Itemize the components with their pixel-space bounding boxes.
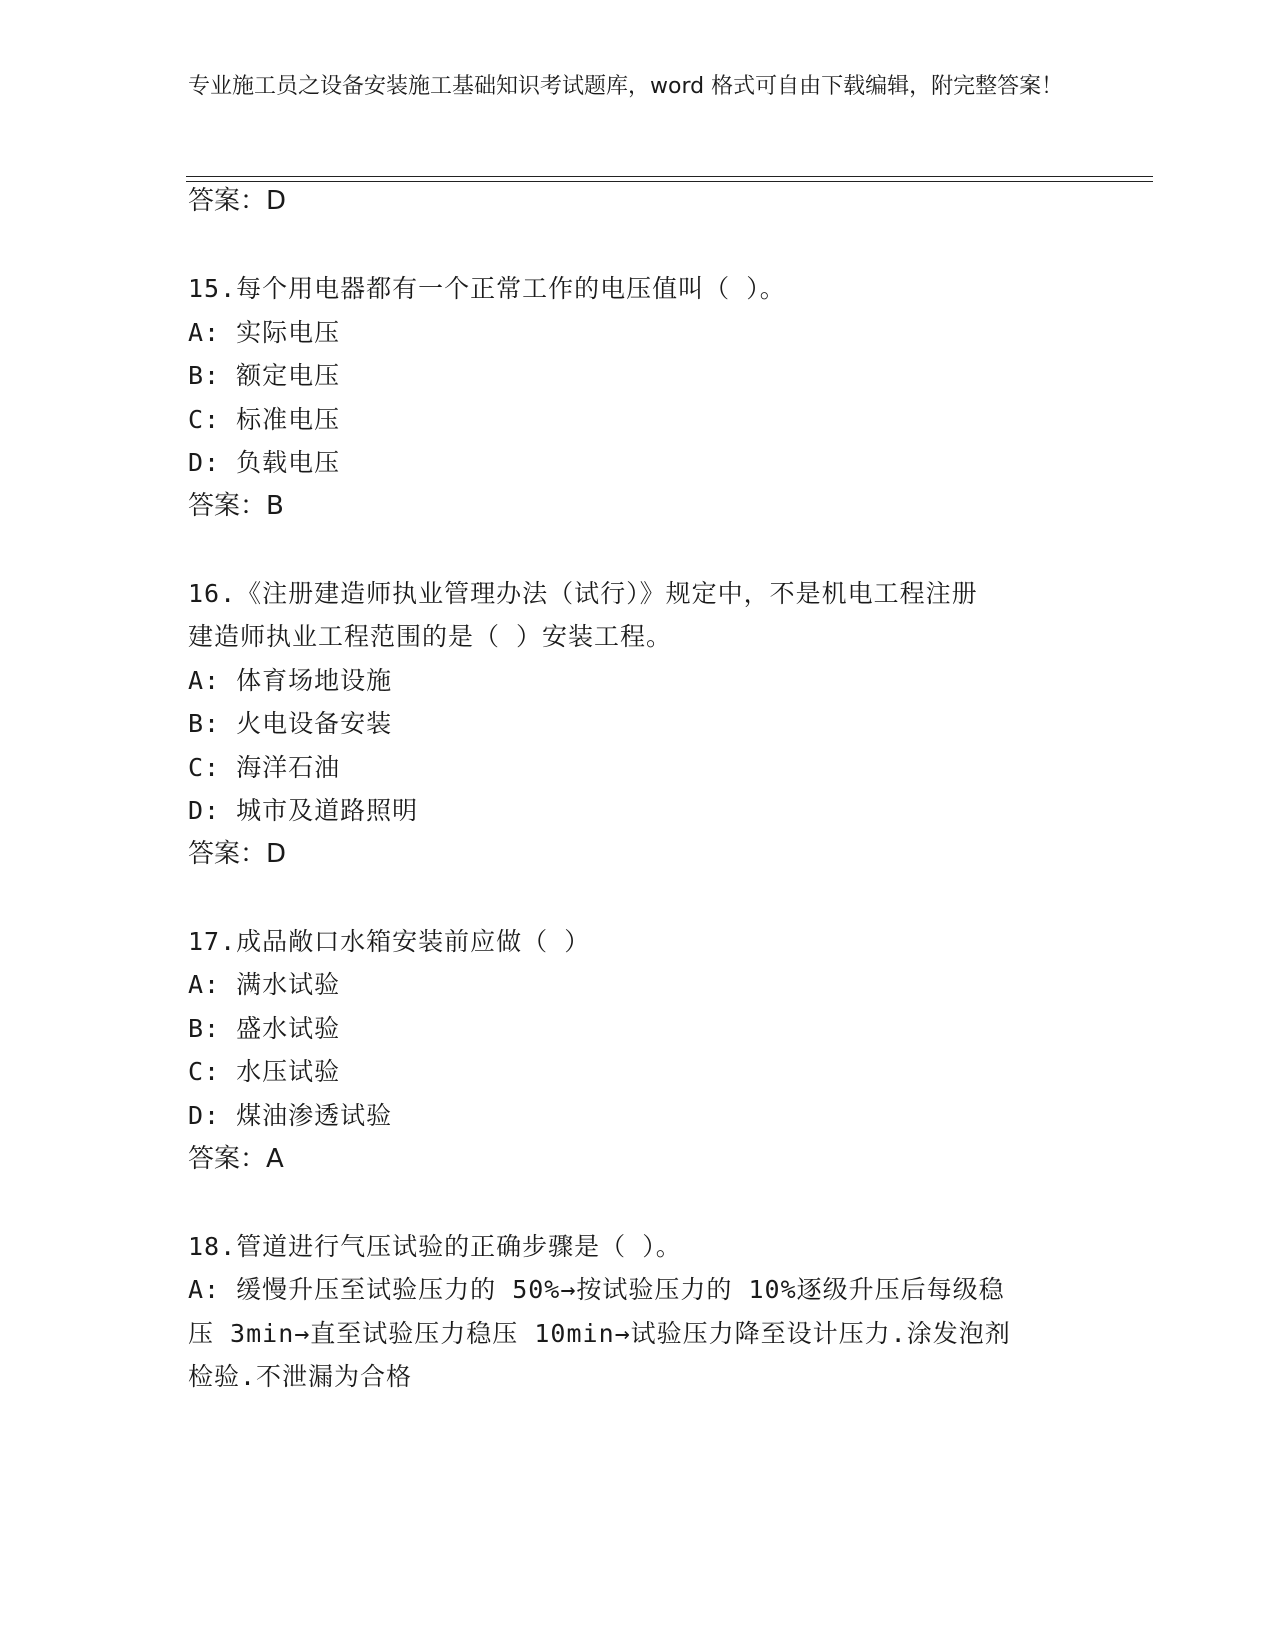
header-divider-bottom	[186, 181, 1153, 182]
document-header: 专业施工员之设备安装施工基础知识考试题库，word 格式可自由下载编辑，附完整答案！	[188, 74, 1064, 99]
question-17-option-c: C: 水压试验	[188, 1057, 341, 1086]
question-15-option-d: D: 负载电压	[188, 448, 341, 477]
question-16-stem-line2: 建造师执业工程范围的是（ ）安装工程。	[188, 622, 673, 651]
question-18-option-a-line1: A: 缓慢升压至试验压力的 50%→按试验压力的 10%逐级升压后每级稳	[188, 1275, 1005, 1304]
question-16-stem-line1: 16.《注册建造师执业管理办法（试行）》规定中，不是机电工程注册	[188, 579, 978, 608]
question-16-answer: 答案：D	[188, 839, 287, 869]
question-16-option-d: D: 城市及道路照明	[188, 796, 419, 825]
question-17-stem: 17.成品敞口水箱安装前应做（ ）	[188, 927, 591, 956]
question-18-option-a-line3: 检验.不泄漏为合格	[188, 1362, 413, 1391]
question-15-stem: 15.每个用电器都有一个正常工作的电压值叫（ ）。	[188, 274, 786, 303]
question-17-option-d: D: 煤油渗透试验	[188, 1101, 393, 1130]
question-17-option-a: A: 满水试验	[188, 970, 341, 999]
answer-14: 答案：D	[188, 186, 287, 216]
question-15-option-a: A: 实际电压	[188, 318, 341, 347]
header-divider-top	[186, 176, 1153, 177]
question-17-option-b: B: 盛水试验	[188, 1014, 341, 1043]
question-16-option-b: B: 火电设备安装	[188, 709, 393, 738]
question-16-option-c: C: 海洋石油	[188, 753, 341, 782]
question-18-stem: 18.管道进行气压试验的正确步骤是（ ）。	[188, 1232, 682, 1261]
question-16-option-a: A: 体育场地设施	[188, 666, 393, 695]
question-15-answer: 答案：B	[188, 491, 284, 521]
question-18-option-a-line2: 压 3min→直至试验压力稳压 10min→试验压力降至设计压力.涂发泡剂	[188, 1319, 1011, 1348]
question-17-answer: 答案：A	[188, 1144, 284, 1174]
question-15-option-c: C: 标准电压	[188, 405, 341, 434]
question-15-option-b: B: 额定电压	[188, 361, 341, 390]
